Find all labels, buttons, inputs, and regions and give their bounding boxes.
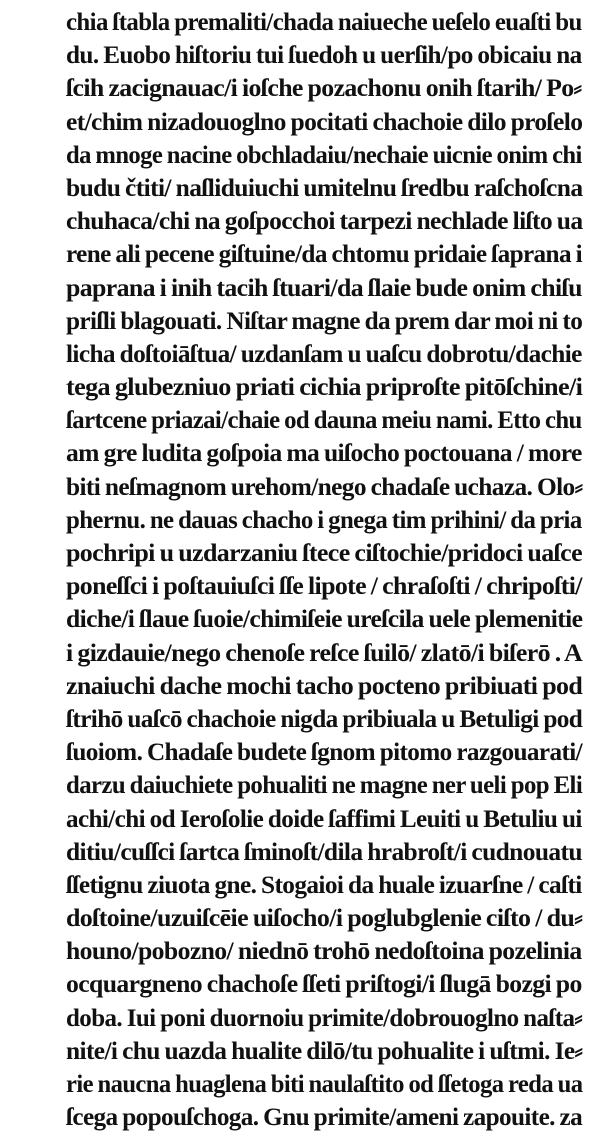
- text-line: licha doſtoiāſtua/ uzdanſam u uaſcu dobrotu/dachie: [66, 340, 582, 368]
- text-line: priſli blagouati. Niſtar magne da prem dar moi ni to: [66, 307, 583, 335]
- text-line: ſuoiom. Chadaſe budete ſgnom pitomo razgouarati/: [66, 739, 583, 767]
- text-line: da mnoge nacine obchladaiu/nechaie uicnie onim chi: [66, 141, 582, 169]
- text-line: houno/pobozno/ niednō trohō nedoſtoina pozelinia: [66, 938, 582, 966]
- text-line: ſcega popouſchoga. Gnu primite/ameni zapouite. za: [66, 1104, 583, 1132]
- text-line: diche/i ſlaue ſuoie/chimiſeie ureſcila uele plemenitie: [66, 606, 583, 634]
- text-line: doba. Iui poni duornoiu primite/dobrouoglno naſta⸗: [66, 1004, 583, 1032]
- text-line: pochripi u uzdarzaniu ſtece ciſtochie/pridoci uaſce: [66, 540, 582, 567]
- text-line: ditiu/cuſſci ſartca ſminoſt/dila hrabroſt/i cudnouatu: [66, 838, 582, 866]
- text-line: tega glubezniuo priati cichia priproſte pitōſchine/i: [66, 374, 583, 402]
- text-line: et/chim nizadouoglno pocitati chachoie dilo proſelo: [66, 108, 583, 136]
- text-line: paprana i inih tacih ſtuari/da ſlaie bude onim chiſu: [66, 274, 582, 302]
- text-line: i gizdauie/nego chenoſe reſce ſuilō/ zlatō/i biſerō . A: [66, 639, 583, 667]
- text-line: chia ſtabla premaliti/chada naiueche ueſelo euaſti bu: [66, 9, 582, 36]
- text-line: doſtoine/uzuiſcēie uiſocho/i poglubglenie ciſto / du⸗: [66, 905, 583, 933]
- text-line: poneſſci i poſtauiuſci ſſe lipote / chraſoſti / chripoſti/: [66, 573, 582, 601]
- text-line: biti neſmagnom urehom/nego chadaſe uchaza. Olo⸗: [66, 473, 583, 501]
- text-line: rene ali pecene giſtuine/da chtomu pridaie ſaprana i: [66, 241, 583, 269]
- text-line: darzu daiuchiete pohualiti ne magne ner ueli pop Eli: [66, 772, 583, 800]
- text-line: ſſetignu ziuota gne. Stogaioi da huale izuarſne / caſti: [66, 871, 582, 899]
- text-line: budu čtiti/ naſliduiuchi umitelnu ſredbu raſchoſcna: [66, 174, 583, 202]
- text-line: znaiuchi dache mochi tacho pocteno pribiuati pod: [66, 672, 583, 700]
- text-line: am gre ludita goſpoia ma uiſocho poctouana / more: [66, 440, 582, 468]
- text-line: ocquargneno chachoſe ſſeti priſtogi/i ſlugā bozgi po: [66, 971, 582, 999]
- body-text: [66, 6, 582, 1134]
- text-line: phernu. ne dauas chacho i gnega tim prihini/ da pria: [66, 506, 582, 534]
- text-line: nite/i chu uazda hualite dilō/tu pohualite i uſtmi. Ie⸗: [66, 1037, 583, 1065]
- text-line: ſcih zacignauac/i ioſche pozachonu onih ſtarih/ Po⸗: [66, 75, 582, 103]
- text-line: du. Euobo hiſtoriu tui ſuedoh u uerſih/po obicaiu na: [66, 42, 582, 70]
- text-line: ſtrihō uaſcō chachoie nigda pribiuala u Betuligi pod: [66, 705, 583, 733]
- text-line: rie naucna huaglena biti naulaſtito od ſſetoga reda ua: [66, 1071, 583, 1098]
- text-line: achi/chi od Ieroſolie doide ſaffimi Leuiti u Betuliu ui: [66, 805, 582, 833]
- text-line: chuhaca/chi na goſpocchoi tarpezi nechlade liſto ua: [66, 208, 583, 236]
- text-line: ſartcene priazai/chaie od dauna meiu nami. Etto chu: [66, 407, 582, 435]
